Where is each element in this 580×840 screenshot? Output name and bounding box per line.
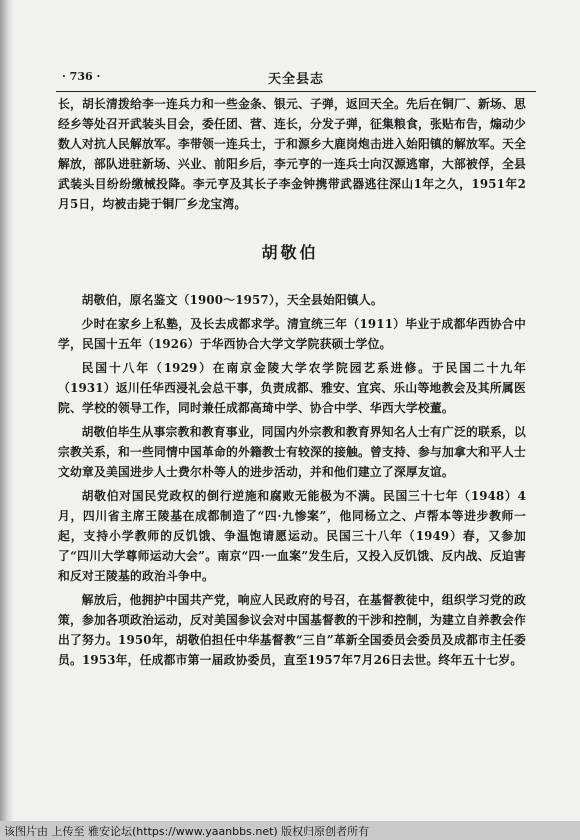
running-title: 天全县志 [267, 72, 324, 87]
watermark-bar [0, 821, 580, 840]
page-number: · 736 · [62, 70, 101, 83]
page-edge-shadow [0, 0, 14, 840]
page-header [56, 68, 536, 90]
watermark-text: 该图片由 上传至 雅安论坛(https://www.yaanbbs.net) 版权归原创者所有 [4, 825, 370, 838]
bio-paragraph: 胡敬伯毕生从事宗教和教育事业，同国内外宗教和教育界知名人士有广泛的联系，以宗教关系，和一些同情中国革命的外籍教士有较深的接触。曾支持、参与加拿大和平人士文幼章及美国进步人士费尔朴等人的进步活动，并和他们建立了深厚友谊。 [58, 425, 526, 479]
bio-paragraph: 少时在家乡上私塾，及长去成都求学。清宣统三年（1911）毕业于成都华西协合中学，民国十五年（1926）于华西协合大学文学院获硕士学位。 [58, 317, 526, 351]
continued-paragraph-text: 长，胡长清拨给李一连兵力和一些金条、银元、子弹，返回天全。先后在铜厂、新场、思经乡等处召开武装头目会，委任团、营、连长，分发子弹，征集粮食，张贴布告，煽动少数人对抗人民解放军。李带领一连兵士，于和源乡大鹿岗炮击进入始阳镇的解放军。天全解放，部队进驻新场、兴业、前阳乡后，李元亨的一连兵士向汉源逃窜，大部被俘，全县武装头目纷纷缴械投降。李元亨及其长子李金钟携带武器逃往深山1年之久，1951年2月5日，均被击毙于铜厂乡龙宝湾。 [58, 97, 526, 211]
header-rule [56, 91, 536, 92]
continued-paragraph [58, 94, 526, 214]
bio-paragraph: 民国十八年（1929）在南京金陵大学农学院园艺系进修。于民国二十九年（1931）返川任华西浸礼会总干事，负责成都、雅安、宜宾、乐山等地教会及其所属医院、学校的领导工作，同时兼任成都高琦中学、协合中学、华西大学校董。 [58, 361, 526, 415]
biography-body [58, 290, 526, 674]
bio-paragraph: 解放后，他拥护中国共产党，响应人民政府的号召，在基督教徒中，组织学习党的政策，参加各项政治运动，反对美国参议会对中国基督教的干涉和控制，为建立自养教会作出了努力。1950年，胡敬伯担任中华基督教“三自”革新全国委员会委员及成都市主任委员。1953年，任成都市第一届政协委员，直至1957年7月26日去世。终年五十七岁。 [58, 593, 526, 667]
section-title: 胡敬伯 [261, 243, 319, 262]
bio-paragraph: 胡敬伯，原名鉴文（1900～1957），天全县始阳镇人。 [81, 293, 383, 307]
bio-paragraph: 胡敬伯对国民党政权的倒行逆施和腐败无能极为不满。民国三十七年（1948）4月，四川省主席王陵基在成都制造了“四·九惨案”，他同杨立之、卢帮本等进步教师一起，支持小学教师的反饥饿、争温饱请愿运动。民国三十八年（1949）春，又参加了“四川大学尊师运动大会”。南京“四·一血案”发生后，又投入反饥饿、反内战、反迫害和反对王陵基的政治斗争中。 [58, 489, 526, 583]
